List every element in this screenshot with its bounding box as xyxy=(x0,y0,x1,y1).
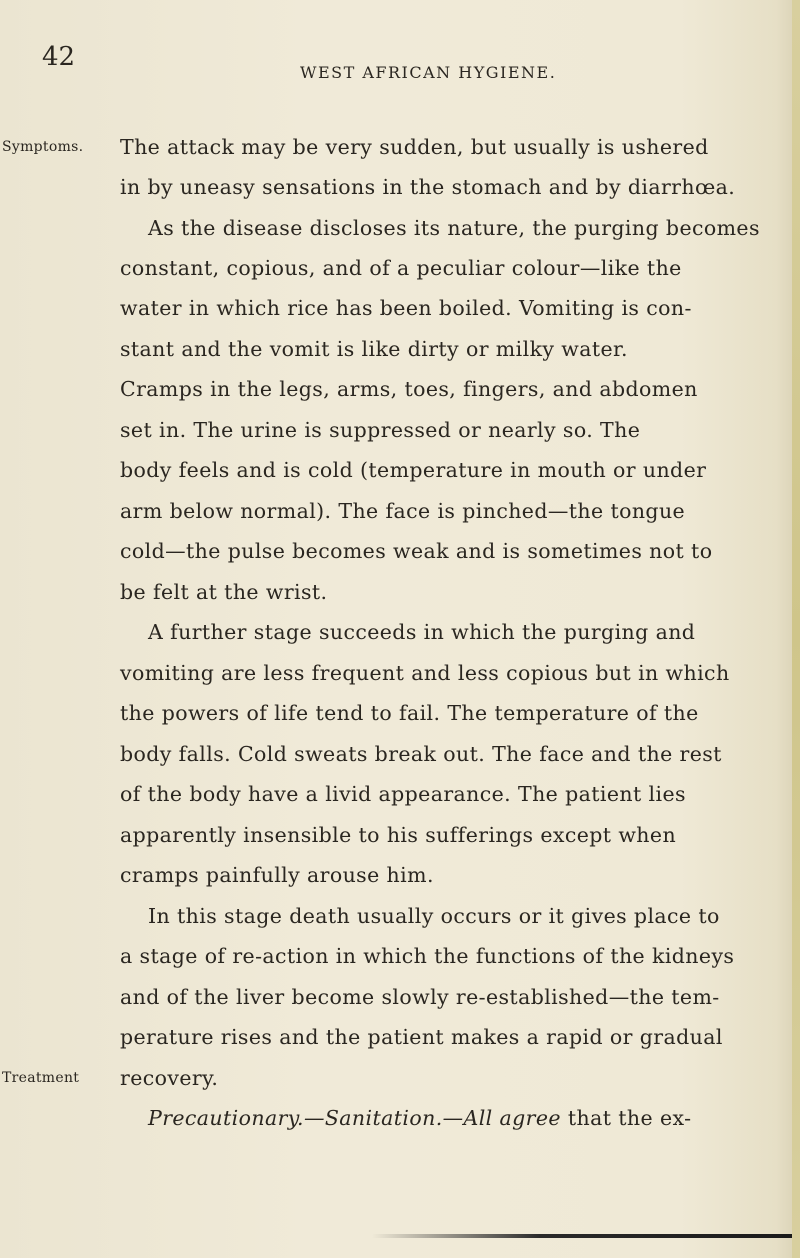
text-line: In this stage death usually occurs or it gives place to xyxy=(148,904,720,928)
text-line: of the body have a livid appearance. The patient lies xyxy=(120,782,686,806)
text-line: the powers of life tend to fail. The temperature of the xyxy=(120,701,699,725)
margin-note-treatment: Treatment xyxy=(2,1070,80,1086)
text-line: set in. The urine is suppressed or nearly so. The xyxy=(120,418,641,442)
text-line: water in which rice has been boiled. Vomiting is con- xyxy=(120,296,692,320)
page-number: 42 xyxy=(42,42,76,72)
text-line: apparently insensible to his sufferings except when xyxy=(120,823,677,847)
text-line: cramps painfully arouse him. xyxy=(120,863,434,887)
text-line: A further stage succeeds in which the purging and xyxy=(148,620,696,644)
text-line: be felt at the wrist. xyxy=(120,580,328,604)
text-line: vomiting are less frequent and less copious but in which xyxy=(120,661,730,685)
text-line: body feels and is cold (temperature in mouth or under xyxy=(120,458,707,482)
text-line: Cramps in the legs, arms, toes, fingers, and abdomen xyxy=(120,377,698,401)
text-line-treatment xyxy=(148,1106,738,1130)
text-line: constant, copious, and of a peculiar colour—like the xyxy=(120,256,682,280)
text-line: The attack may be very sudden, but usually is ushered xyxy=(120,135,709,159)
text-line: body falls. Cold sweats break out. The face and the rest xyxy=(120,742,722,766)
treatment-text: that the ex- xyxy=(560,1106,692,1130)
text-line: cold—the pulse becomes weak and is sometimes not to xyxy=(120,539,713,563)
running-head: WEST AFRICAN HYGIENE. xyxy=(300,63,557,82)
text-line: a stage of re-action in which the functions of the kidneys xyxy=(120,944,735,968)
text-line: recovery. xyxy=(120,1066,219,1090)
text-line: As the disease discloses its nature, the purging becomes xyxy=(148,216,760,240)
text-line: and of the liver become slowly re-established—the tem- xyxy=(120,985,720,1009)
text-line: arm below normal). The face is pinched—the tongue xyxy=(120,499,686,523)
page-edge xyxy=(792,0,800,1258)
margin-note-symptoms: Symptoms. xyxy=(2,139,84,155)
text-line: perature rises and the patient makes a rapid or gradual xyxy=(120,1025,723,1049)
bottom-edge-shadow xyxy=(372,1234,792,1238)
text-line: stant and the vomit is like dirty or milky water. xyxy=(120,337,628,361)
text-line: in by uneasy sensations in the stomach and by diarrhœa. xyxy=(120,175,736,199)
treatment-heading: Precautionary.—Sanitation.—All agree xyxy=(148,1106,561,1130)
